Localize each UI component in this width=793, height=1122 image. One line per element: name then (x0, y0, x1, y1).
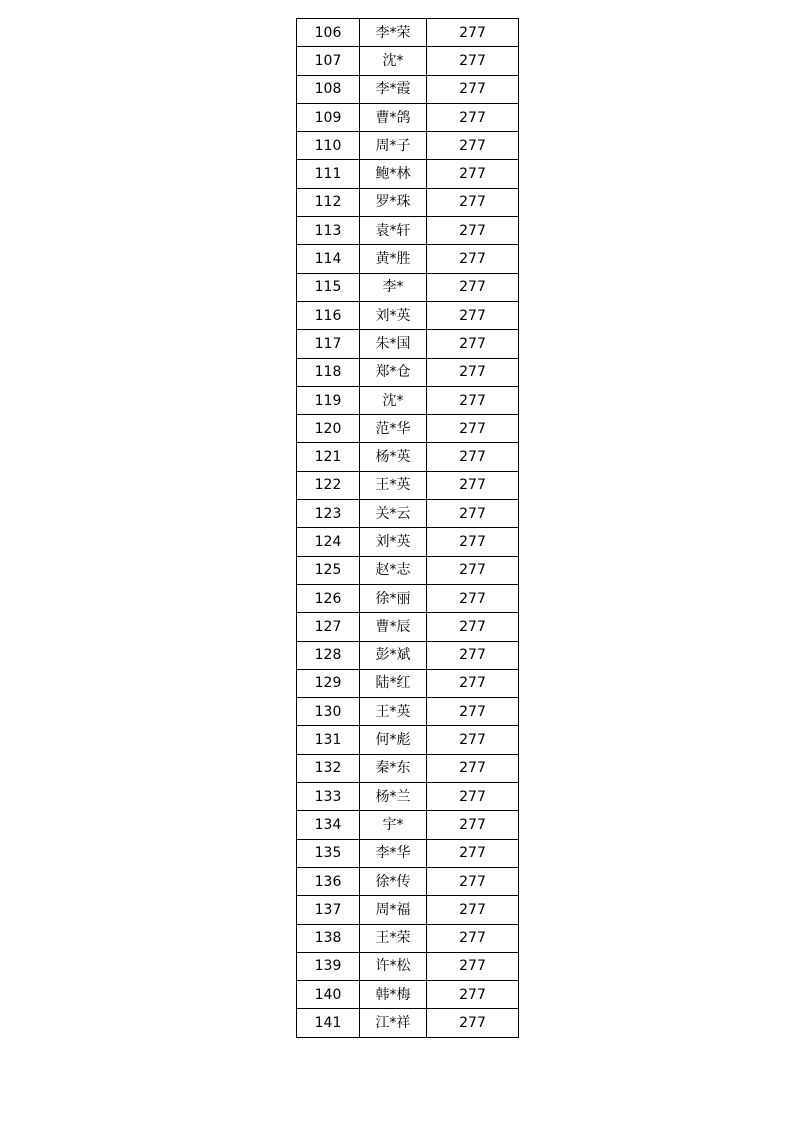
name-cell: 鲍*林 (360, 160, 427, 188)
score-cell: 277 (427, 103, 519, 131)
table-row (297, 132, 519, 160)
name-cell: 何*彪 (360, 726, 427, 754)
score-cell: 277 (427, 358, 519, 386)
table-row (297, 188, 519, 216)
name-cell: 王*英 (360, 698, 427, 726)
row-number-cell: 130 (297, 698, 360, 726)
score-cell: 277 (427, 556, 519, 584)
table-row (297, 528, 519, 556)
table-row (297, 443, 519, 471)
row-number-cell: 136 (297, 867, 360, 895)
name-cell: 李*荣 (360, 19, 427, 47)
score-cell: 277 (427, 726, 519, 754)
score-cell: 277 (427, 160, 519, 188)
name-cell: 关*云 (360, 500, 427, 528)
row-number-cell: 135 (297, 839, 360, 867)
score-cell: 277 (427, 415, 519, 443)
score-cell: 277 (427, 896, 519, 924)
table-row (297, 386, 519, 414)
table-row (297, 160, 519, 188)
table-row (297, 330, 519, 358)
row-number-cell: 125 (297, 556, 360, 584)
name-cell: 许*松 (360, 952, 427, 980)
name-cell: 周*福 (360, 896, 427, 924)
name-cell: 韩*梅 (360, 981, 427, 1009)
name-cell: 王*英 (360, 471, 427, 499)
score-cell: 277 (427, 952, 519, 980)
name-cell: 沈* (360, 386, 427, 414)
name-cell: 王*荣 (360, 924, 427, 952)
row-number-cell: 118 (297, 358, 360, 386)
row-number-cell: 121 (297, 443, 360, 471)
score-cell: 277 (427, 188, 519, 216)
table-row (297, 754, 519, 782)
row-number-cell: 106 (297, 19, 360, 47)
name-cell: 徐*丽 (360, 584, 427, 612)
table-row (297, 896, 519, 924)
name-cell: 陆*红 (360, 669, 427, 697)
name-cell: 李* (360, 273, 427, 301)
table-row (297, 952, 519, 980)
table-row (297, 500, 519, 528)
table-row (297, 47, 519, 75)
table-row (297, 924, 519, 952)
table-row (297, 584, 519, 612)
score-table-body (297, 19, 519, 1038)
score-cell: 277 (427, 641, 519, 669)
score-cell: 277 (427, 471, 519, 499)
table-row (297, 245, 519, 273)
table-row (297, 1009, 519, 1037)
row-number-cell: 129 (297, 669, 360, 697)
score-cell: 277 (427, 273, 519, 301)
row-number-cell: 122 (297, 471, 360, 499)
score-cell: 277 (427, 1009, 519, 1037)
row-number-cell: 139 (297, 952, 360, 980)
row-number-cell: 127 (297, 613, 360, 641)
row-number-cell: 110 (297, 132, 360, 160)
row-number-cell: 133 (297, 783, 360, 811)
row-number-cell: 116 (297, 301, 360, 329)
score-cell: 277 (427, 839, 519, 867)
table-row (297, 103, 519, 131)
name-cell: 杨*兰 (360, 783, 427, 811)
table-row (297, 471, 519, 499)
score-cell: 277 (427, 669, 519, 697)
table-row (297, 783, 519, 811)
table-row (297, 273, 519, 301)
score-cell: 277 (427, 47, 519, 75)
table-row (297, 301, 519, 329)
row-number-cell: 123 (297, 500, 360, 528)
name-cell: 李*华 (360, 839, 427, 867)
score-cell: 277 (427, 811, 519, 839)
row-number-cell: 134 (297, 811, 360, 839)
name-cell: 宇* (360, 811, 427, 839)
score-cell: 277 (427, 217, 519, 245)
row-number-cell: 140 (297, 981, 360, 1009)
table-row (297, 839, 519, 867)
table-row (297, 217, 519, 245)
name-cell: 江*祥 (360, 1009, 427, 1037)
name-cell: 周*子 (360, 132, 427, 160)
row-number-cell: 137 (297, 896, 360, 924)
score-table-container (296, 18, 518, 1038)
table-row (297, 726, 519, 754)
score-cell: 277 (427, 75, 519, 103)
row-number-cell: 108 (297, 75, 360, 103)
name-cell: 范*华 (360, 415, 427, 443)
name-cell: 沈* (360, 47, 427, 75)
table-row (297, 19, 519, 47)
row-number-cell: 117 (297, 330, 360, 358)
table-row (297, 75, 519, 103)
name-cell: 杨*英 (360, 443, 427, 471)
name-cell: 秦*东 (360, 754, 427, 782)
name-cell: 袁*轩 (360, 217, 427, 245)
row-number-cell: 111 (297, 160, 360, 188)
score-cell: 277 (427, 132, 519, 160)
score-cell: 277 (427, 783, 519, 811)
score-cell: 277 (427, 19, 519, 47)
row-number-cell: 114 (297, 245, 360, 273)
row-number-cell: 112 (297, 188, 360, 216)
name-cell: 刘*英 (360, 528, 427, 556)
score-table (296, 18, 519, 1038)
name-cell: 罗*珠 (360, 188, 427, 216)
score-cell: 277 (427, 330, 519, 358)
row-number-cell: 120 (297, 415, 360, 443)
table-row (297, 641, 519, 669)
name-cell: 郑*仓 (360, 358, 427, 386)
row-number-cell: 115 (297, 273, 360, 301)
score-cell: 277 (427, 924, 519, 952)
row-number-cell: 107 (297, 47, 360, 75)
name-cell: 徐*传 (360, 867, 427, 895)
table-row (297, 669, 519, 697)
name-cell: 曹*辰 (360, 613, 427, 641)
row-number-cell: 141 (297, 1009, 360, 1037)
score-cell: 277 (427, 528, 519, 556)
table-row (297, 415, 519, 443)
name-cell: 曹*鸽 (360, 103, 427, 131)
name-cell: 刘*英 (360, 301, 427, 329)
name-cell: 黄*胜 (360, 245, 427, 273)
table-row (297, 981, 519, 1009)
name-cell: 赵*志 (360, 556, 427, 584)
row-number-cell: 109 (297, 103, 360, 131)
score-cell: 277 (427, 386, 519, 414)
score-cell: 277 (427, 698, 519, 726)
table-row (297, 698, 519, 726)
row-number-cell: 126 (297, 584, 360, 612)
score-cell: 277 (427, 981, 519, 1009)
score-cell: 277 (427, 867, 519, 895)
name-cell: 李*霞 (360, 75, 427, 103)
score-cell: 277 (427, 500, 519, 528)
row-number-cell: 128 (297, 641, 360, 669)
score-cell: 277 (427, 754, 519, 782)
score-cell: 277 (427, 245, 519, 273)
name-cell: 朱*国 (360, 330, 427, 358)
score-cell: 277 (427, 613, 519, 641)
table-row (297, 867, 519, 895)
score-cell: 277 (427, 584, 519, 612)
table-row (297, 811, 519, 839)
row-number-cell: 113 (297, 217, 360, 245)
row-number-cell: 138 (297, 924, 360, 952)
row-number-cell: 124 (297, 528, 360, 556)
row-number-cell: 131 (297, 726, 360, 754)
name-cell: 彭*斌 (360, 641, 427, 669)
table-row (297, 613, 519, 641)
row-number-cell: 119 (297, 386, 360, 414)
table-row (297, 556, 519, 584)
row-number-cell: 132 (297, 754, 360, 782)
table-row (297, 358, 519, 386)
score-cell: 277 (427, 301, 519, 329)
score-cell: 277 (427, 443, 519, 471)
